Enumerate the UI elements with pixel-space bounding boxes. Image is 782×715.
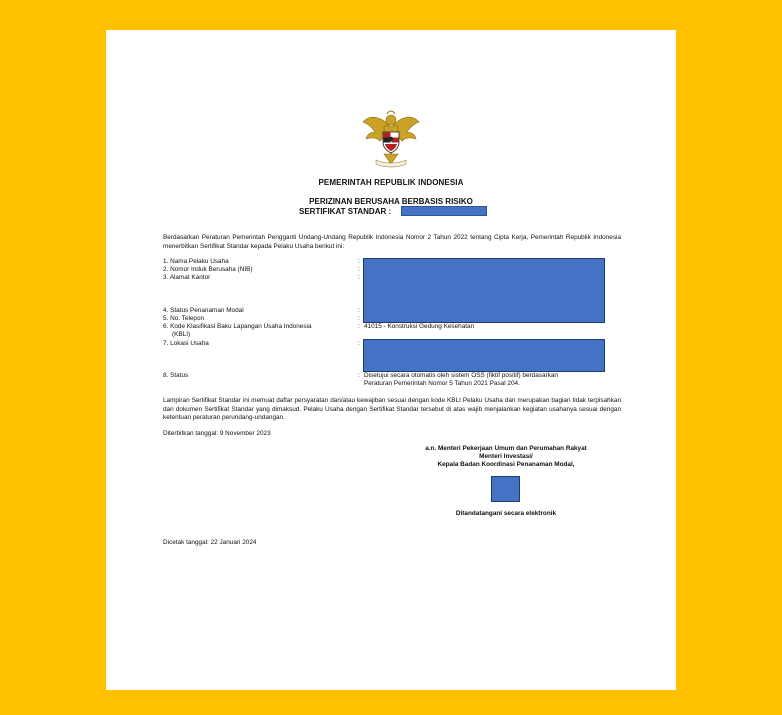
business-details-redaction [363,258,605,323]
printed-date: Dicetak tanggal: 22 Januari 2024 [163,539,257,546]
field-label-kbli-abbrev: (KBLI) [172,331,191,338]
electronic-signature-note: Ditandatangani secara elektronik [455,510,557,517]
field-label-business-name: 1. Nama Pelaku Usaha [163,258,229,265]
business-location-redaction [363,339,605,372]
colon: : [358,323,360,330]
field-label-business-location: 7. Lokasi Usaha [163,340,209,347]
field-label-nib: 2. Nomor Induk Berusaha (NIB) [163,266,253,273]
certificate-number-redaction [401,206,487,216]
colon: : [358,340,360,347]
signatory-line2: Menteri Investasi/ [479,453,533,460]
colon: : [358,274,360,281]
certificate-label: SERTIFIKAT STANDAR : [299,207,392,216]
field-label-phone: 5. No. Telepon [163,315,205,322]
field-label-kbli: 6. Kode Klasifikasi Baku Lapangan Usaha Indonesia [163,323,312,330]
colon: : [358,258,360,265]
intro-paragraph: Berdasarkan Peraturan Pemerintah Pengganti Undang-Undang Republik Indonesia Nomor 2 Tahun 2022 tentang Cipta Kerja, Pemerintah Republik Indonesia menerbitkan Sertifikat Standar kepada Pelaku Usaha berikut ini: [163,234,621,250]
field-label-investment-status: 4. Status Penanaman Modal [163,307,244,314]
signatory-line1: a.n. Menteri Pekerjaan Umum dan Perumahan Rakyat [425,445,587,452]
kbli-value: 41015 - Konstruksi Gedung Kesehatan [364,323,475,330]
colon: : [358,315,360,322]
field-label-office-address: 3. Alamat Kantor [163,274,211,281]
issued-date: Diterbitkan tanggal: 9 November 2023 [163,430,271,437]
licensing-title: PERIZINAN BERUSAHA BERBASIS RISIKO [309,197,473,206]
field-label-status: 8. Status [163,372,189,379]
signature-qr-redaction [491,476,520,502]
colon: : [358,372,360,379]
colon: : [358,307,360,314]
signatory-line3: Kepala Badan Koordinasi Penanaman Modal, [437,461,575,468]
government-title: PEMERINTAH REPUBLIK INDONESIA [318,178,464,187]
colon: : [358,266,360,273]
attachment-paragraph: Lampiran Sertifikat Standar ini memuat daftar persyaratan dan/atau kewajiban sesuai dengan kode KBLI Pelaku Usaha dan merupakan bagian tidak terpisahkan dari dokumen Sertifikat Standar yang dimaksud. Pelaku Usaha dengan Sertifikat Standar tersebut di atas wajib menjalankan kegiatan usahanya sesuai dengan ketentuan peraturan perundang-undangan. [163,397,621,422]
status-value-line2: Peraturan Pemerintah Nomor 5 Tahun 2021 Pasal 204. [364,380,520,387]
garuda-emblem-icon [360,108,422,170]
status-value-line1: Disetujui secara otomatis oleh sistem OSS (fiktif positif) berdasarkan [364,372,558,379]
certificate-page [106,30,676,690]
